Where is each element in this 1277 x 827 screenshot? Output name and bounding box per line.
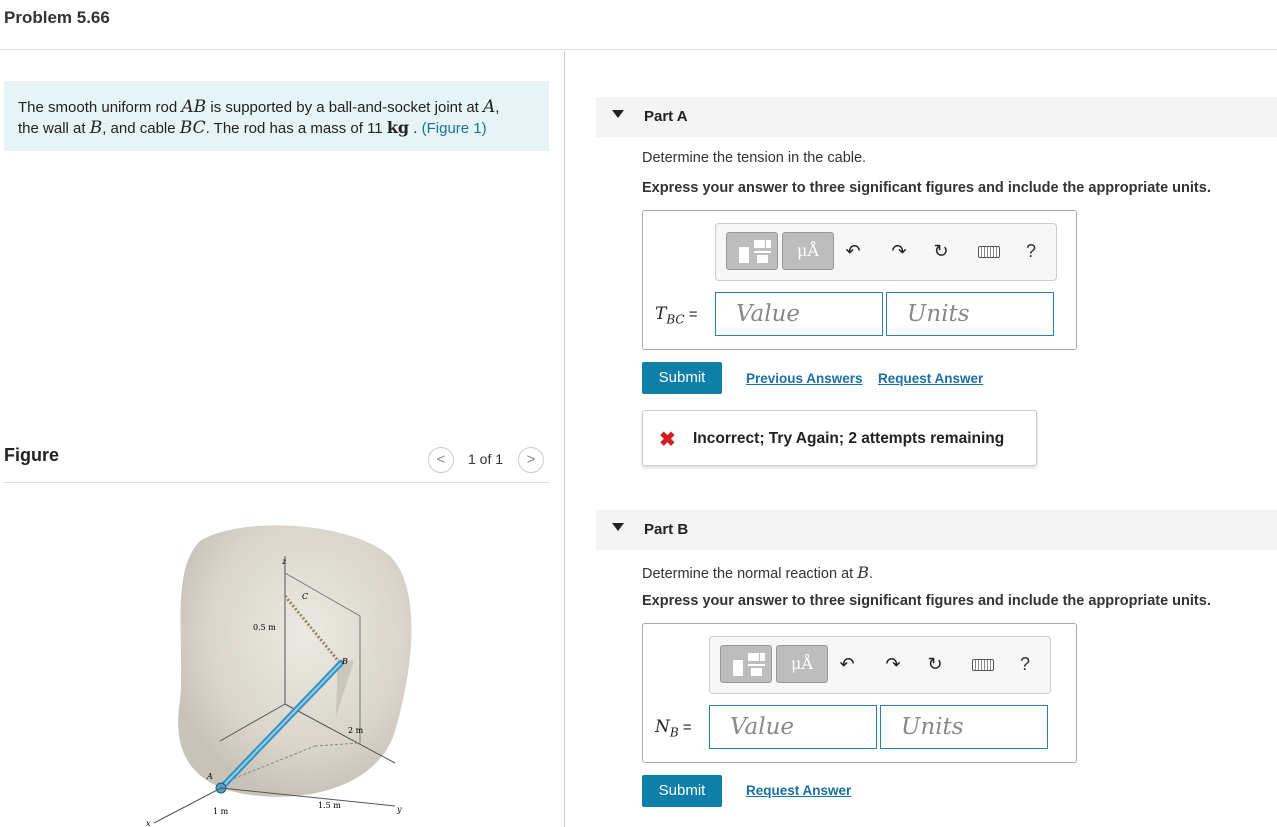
redo-icon[interactable]: ↷ <box>891 241 907 261</box>
intro-text: , <box>495 99 500 116</box>
part-b-submit-button[interactable]: Submit <box>642 775 722 807</box>
right-column <box>566 51 1277 827</box>
figure-link[interactable]: (Figure 1) <box>421 120 487 137</box>
undo-icon[interactable]: ↶ <box>839 654 855 674</box>
part-a-value-input[interactable]: Value <box>715 292 883 336</box>
intro-text: . The rod has a mass of 11 <box>205 120 387 137</box>
question-text: Determine the normal reaction at <box>642 566 858 582</box>
variable-symbol: N <box>655 717 670 737</box>
collapse-triangle-icon[interactable] <box>612 110 624 118</box>
label-c: C <box>302 592 309 601</box>
keyboard-icon[interactable] <box>978 246 1000 258</box>
part-a-units-input[interactable]: Units <box>886 292 1054 336</box>
page-title: Problem 5.66 <box>4 8 110 27</box>
feedback-message <box>642 410 1037 466</box>
part-a-answer-box <box>642 210 1077 350</box>
left-column <box>0 51 565 827</box>
part-a-instruction: Express your answer to three significant figures and include the appropriate units. <box>642 180 1211 196</box>
title-bar <box>0 0 1277 50</box>
part-b-question <box>642 563 873 582</box>
label-y: y <box>397 805 402 814</box>
part-b-instruction: Express your answer to three significant figures and include the appropriate units. <box>642 593 1211 609</box>
mass-unit: kg <box>386 118 410 137</box>
intro-text: The smooth uniform rod <box>18 99 182 116</box>
part-a-submit-button[interactable]: Submit <box>642 362 722 394</box>
equals-sign: = <box>678 719 692 736</box>
label-b: B <box>342 657 348 666</box>
redo-icon[interactable]: ↷ <box>885 654 901 674</box>
equals-sign: = <box>684 306 698 323</box>
intro-text: , and cable <box>102 120 180 137</box>
figure-image[interactable] <box>140 501 430 827</box>
part-b-label: Part B <box>644 521 689 538</box>
label-a: A <box>207 772 213 781</box>
next-figure-button[interactable]: > <box>518 447 544 473</box>
figure-label: Figure <box>4 445 60 465</box>
templates-icon[interactable] <box>720 645 772 683</box>
label-dim-1-5m: 1.5 m <box>318 801 341 810</box>
help-icon[interactable]: ? <box>1019 654 1030 674</box>
part-a-header[interactable] <box>596 97 1277 137</box>
intro-text: . <box>409 120 422 137</box>
part-b-units-input[interactable]: Units <box>880 705 1048 749</box>
wall-background <box>178 525 411 796</box>
keyboard-icon[interactable] <box>972 659 994 671</box>
undo-icon[interactable]: ↶ <box>845 241 861 261</box>
question-variable: B <box>857 563 869 582</box>
variable-subscript: B <box>669 725 679 740</box>
part-a-variable <box>655 304 698 326</box>
part-a-request-answer-link[interactable]: Request Answer <box>878 371 984 386</box>
part-b-header[interactable] <box>596 510 1277 550</box>
joint-symbol: A <box>483 97 496 117</box>
part-a-question: Determine the tension in the cable. <box>642 150 867 166</box>
part-b-request-answer-link[interactable]: Request Answer <box>746 783 852 798</box>
label-z: z <box>282 557 287 566</box>
variable-subscript: BC <box>666 312 685 327</box>
label-dim-2m: 2 m <box>348 726 364 735</box>
part-b-toolbar <box>709 636 1051 694</box>
reset-icon[interactable]: ↻ <box>927 654 943 674</box>
figure-header <box>4 443 549 483</box>
symbols-icon[interactable]: μÅ <box>776 645 828 683</box>
symbols-icon[interactable]: μÅ <box>782 232 834 270</box>
figure-counter: 1 of 1 <box>468 451 504 467</box>
cable-symbol: BC <box>179 118 206 138</box>
part-b-variable <box>655 717 692 739</box>
previous-figure-button[interactable]: < <box>428 447 454 473</box>
label-x: x <box>146 819 151 827</box>
feedback-text: Incorrect; Try Again; 2 attempts remaining <box>693 430 1005 447</box>
label-dim-0-5m: 0.5 m <box>253 623 276 632</box>
templates-icon[interactable] <box>726 232 778 270</box>
part-a-label: Part A <box>644 108 688 125</box>
collapse-triangle-icon[interactable] <box>612 523 624 531</box>
help-icon[interactable]: ? <box>1025 241 1036 261</box>
label-dim-1m: 1 m <box>213 807 229 816</box>
variable-symbol: T <box>655 304 667 324</box>
reset-icon[interactable]: ↻ <box>933 241 949 261</box>
intro-text: the wall at <box>18 120 90 137</box>
rod-symbol: AB <box>181 97 207 117</box>
part-a-toolbar <box>715 223 1057 281</box>
wall-symbol: B <box>89 118 103 138</box>
part-b-value-input[interactable]: Value <box>709 705 877 749</box>
problem-statement <box>4 81 549 151</box>
previous-answers-link[interactable]: Previous Answers <box>746 371 863 386</box>
intro-text: is supported by a ball-and-socket joint at <box>206 99 484 116</box>
error-x-icon: ✖ <box>659 429 676 451</box>
question-text: . <box>868 566 873 582</box>
part-b-answer-box <box>642 623 1077 763</box>
